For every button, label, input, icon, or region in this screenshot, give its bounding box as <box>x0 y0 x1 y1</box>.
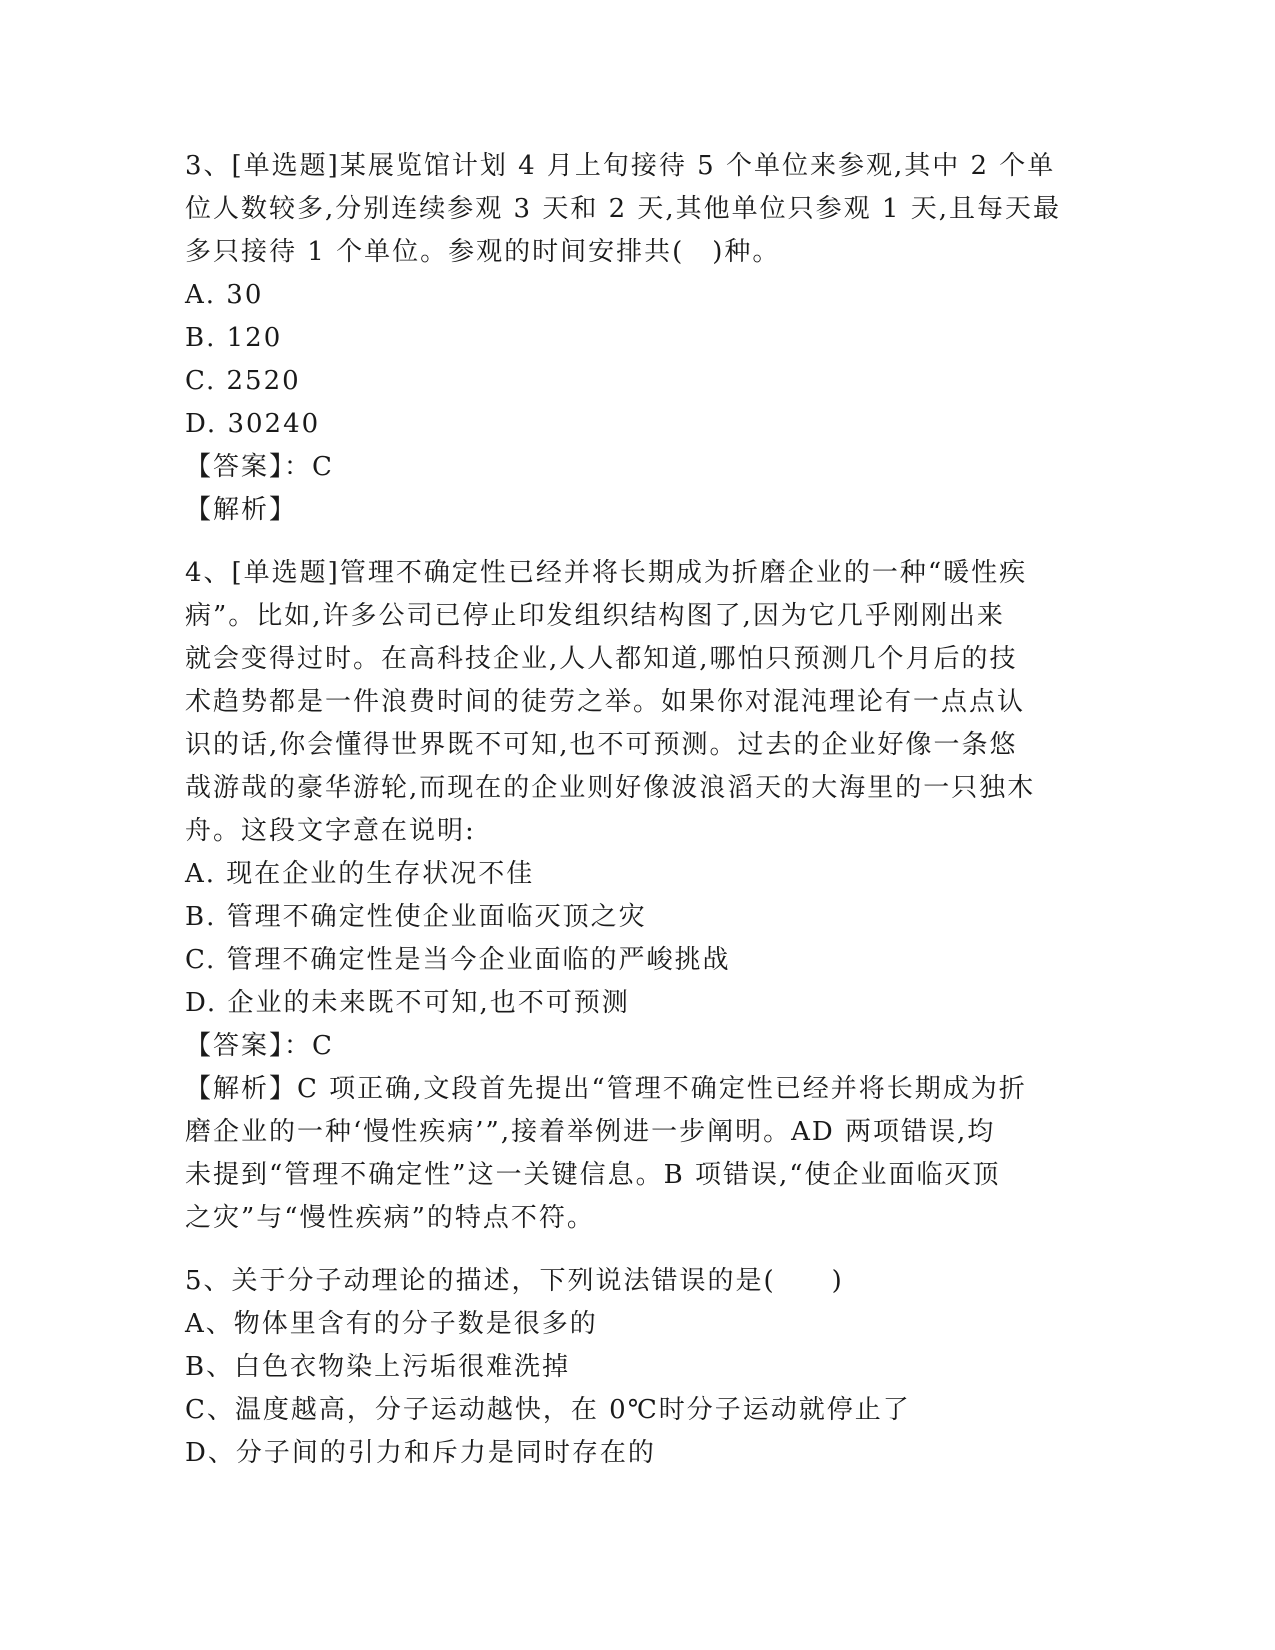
option-b: B. 管理不确定性使企业面临灭顶之灾 <box>185 902 647 932</box>
question-text-line: 就会变得过时。在高科技企业,人人都知道,哪怕只预测几个月后的技 <box>185 644 1018 674</box>
option-c: C. 2520 <box>185 366 301 396</box>
question-text-line: 哉游哉的豪华游轮,而现在的企业则好像波浪滔天的大海里的一只独木 <box>185 773 1036 803</box>
question-text-line: 4、[单选题]管理不确定性已经并将长期成为折磨企业的一种“暖性疾 <box>185 558 1028 588</box>
analysis-line: 磨企业的一种‘慢性疾病’”,接着举例进一步阐明。AD 两项错误,均 <box>185 1117 996 1147</box>
analysis-line: 【解析】C 项正确,文段首先提出“管理不确定性已经并将长期成为折 <box>185 1074 1027 1104</box>
question-5 <box>185 1260 1085 1475</box>
question-text-line: 多只接待 1 个单位。参观的时间安排共( )种。 <box>185 237 781 267</box>
document-page <box>185 145 1085 1495</box>
analysis-line: 【解析】 <box>185 495 298 525</box>
option-b: B、白色衣物染上污垢很难洗掉 <box>185 1352 571 1382</box>
option-c: C. 管理不确定性是当今企业面临的严峻挑战 <box>185 945 731 975</box>
question-text-line: 舟。这段文字意在说明: <box>185 816 476 846</box>
answer-line: 【答案】：C <box>185 452 334 482</box>
option-d: D. 企业的未来既不可知,也不可预测 <box>185 988 630 1018</box>
question-text-line: 5、关于分子动理论的描述，下列说法错误的是( ) <box>185 1266 844 1296</box>
question-text-line: 3、[单选题]某展览馆计划 4 月上旬接待 5 个单位来参观,其中 2 个单 <box>185 151 1056 181</box>
analysis-line: 未提到“管理不确定性”这一关键信息。B 项错误,“使企业面临灭顶 <box>185 1160 1001 1190</box>
option-d: D、分子间的引力和斥力是同时存在的 <box>185 1438 656 1468</box>
question-text-line: 位人数较多,分别连续参观 3 天和 2 天,其他单位只参观 1 天,且每天最 <box>185 194 1062 224</box>
question-text-line: 术趋势都是一件浪费时间的徒劳之举。如果你对混沌理论有一点点认 <box>185 687 1026 717</box>
option-c: C、温度越高，分子运动越快，在 0℃时分子运动就停止了 <box>185 1395 911 1425</box>
option-a: A、物体里含有的分子数是很多的 <box>185 1309 598 1339</box>
question-text-line: 病”。比如,许多公司已停止印发组织结构图了,因为它几乎刚刚出来 <box>185 601 1005 631</box>
option-b: B. 120 <box>185 323 283 353</box>
question-text-line: 识的话,你会懂得世界既不可知,也不可预测。过去的企业好像一条悠 <box>185 730 1018 760</box>
option-a: A. 现在企业的生存状况不佳 <box>185 859 535 889</box>
option-a: A. 30 <box>185 280 264 310</box>
answer-line: 【答案】：C <box>185 1031 334 1061</box>
option-d: D. 30240 <box>185 409 321 439</box>
question-4 <box>185 552 1085 1240</box>
analysis-line: 之灾”与“慢性疾病”的特点不符。 <box>185 1203 595 1233</box>
question-3 <box>185 145 1085 532</box>
